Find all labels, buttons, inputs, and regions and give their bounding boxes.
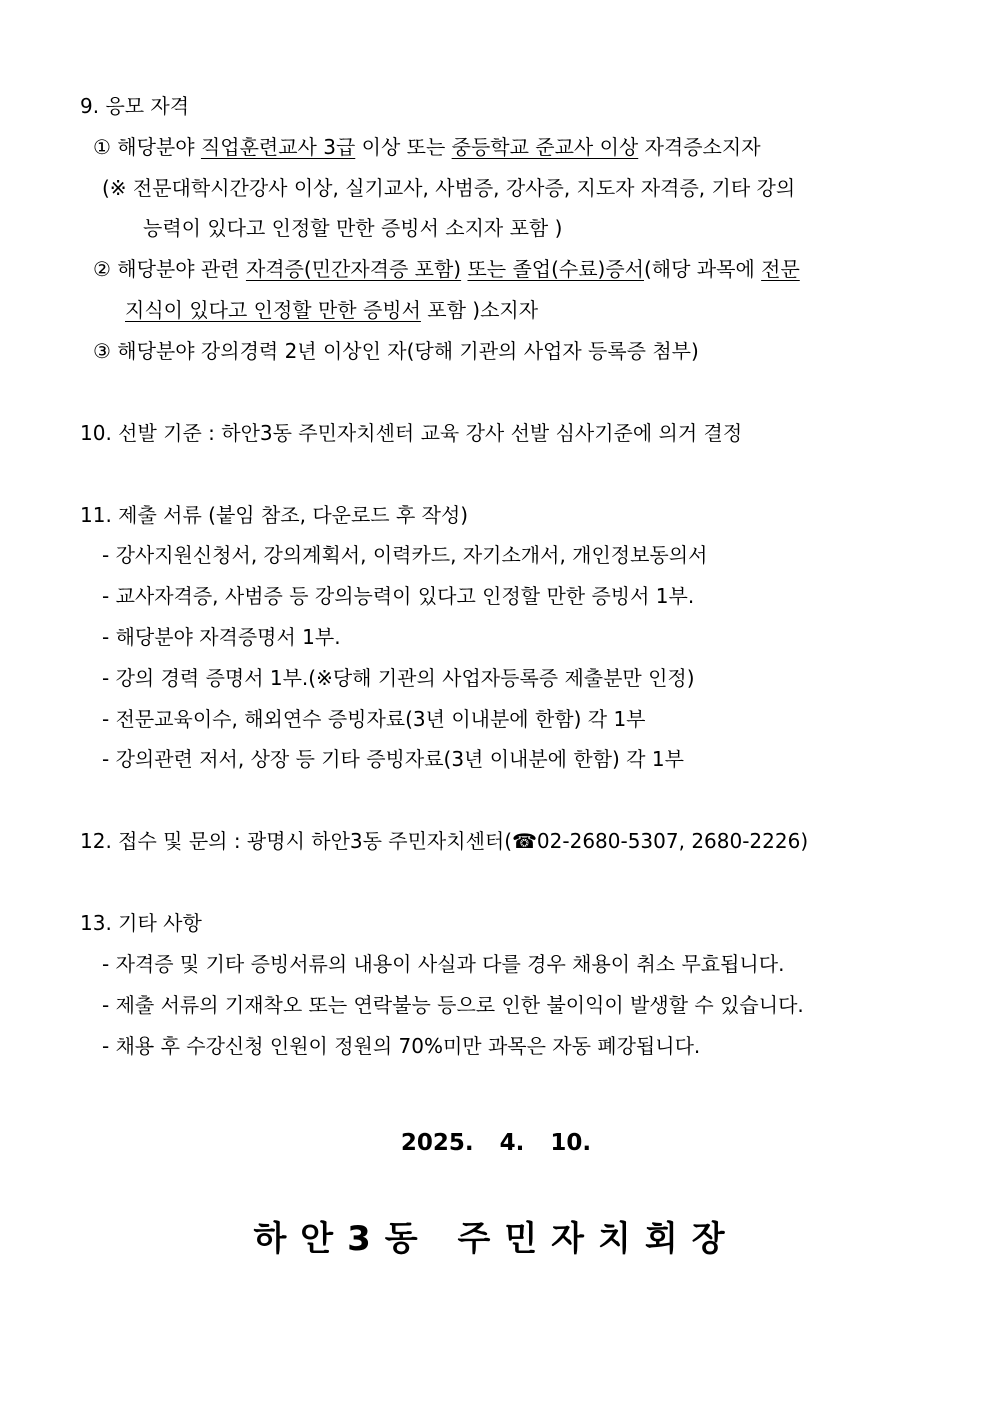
item-marker: ① bbox=[93, 135, 111, 159]
underlined-qualification: 또는 졸업(수료)증서 bbox=[467, 257, 644, 281]
qualification-item-1 bbox=[93, 134, 761, 160]
document-list-item: - 해당분야 자격증명서 1부. bbox=[102, 625, 341, 649]
document-list-item: - 강의관련 저서, 상장 등 기타 증빙자료(3년 이내분에 한함) 각 1부 bbox=[102, 747, 684, 771]
notice-list-item: - 채용 후 수강신청 인원이 정원의 70%미만 과목은 자동 폐강됩니다. bbox=[102, 1034, 701, 1058]
section-12-heading: 12. 접수 및 문의 : 광명시 하안3동 주민자치센터(☎02-2680-5307, 2680-2226) bbox=[80, 829, 809, 853]
section-10-heading: 10. 선발 기준 : 하안3동 주민자치센터 교육 강사 선발 심사기준에 의거 결정 bbox=[80, 421, 743, 445]
item-text-suffix: 포함 )소지자 bbox=[420, 298, 539, 322]
item-marker: ③ bbox=[93, 339, 111, 363]
section-9-heading: 9. 응모 자격 bbox=[80, 94, 190, 118]
item-text-suffix: 자격증소지자 bbox=[638, 135, 761, 159]
item-text-mid: 이상 또는 bbox=[355, 135, 452, 159]
qualification-note-line-2: 능력이 있다고 인정할 만한 증빙서 소지자 포함 ) bbox=[143, 216, 563, 240]
underlined-qualification: 직업훈련교사 3급 bbox=[200, 135, 356, 159]
notice-list-item: - 자격증 및 기타 증빙서류의 내용이 사실과 다를 경우 채용이 취소 무효됩니다. bbox=[102, 952, 785, 976]
section-13-heading: 13. 기타 사항 bbox=[80, 911, 202, 935]
issuer-signature: 하안3동 주민자치회장 bbox=[253, 1219, 739, 1259]
qualification-item-3 bbox=[93, 338, 699, 364]
underlined-qualification: 자격증(민간자격증 포함) bbox=[245, 257, 462, 281]
section-11-heading: 11. 제출 서류 (붙임 참조, 다운로드 후 작성) bbox=[80, 503, 469, 527]
item-text: 해당분야 강의경력 2년 이상인 자(당해 기관의 사업자 등록증 첨부) bbox=[117, 339, 699, 363]
document-list-item: - 전문교육이수, 해외연수 증빙자료(3년 이내분에 한함) 각 1부 bbox=[102, 707, 646, 731]
document-list-item: - 교사자격증, 사범증 등 강의능력이 있다고 인정할 만한 증빙서 1부. bbox=[102, 584, 695, 608]
underlined-qualification: 중등학교 준교사 이상 bbox=[451, 135, 639, 159]
item-marker: ② bbox=[93, 257, 111, 281]
document-list-item: - 강사지원신청서, 강의계획서, 이력카드, 자기소개서, 개인정보동의서 bbox=[102, 543, 708, 567]
underlined-qualification: 전문 bbox=[761, 257, 800, 281]
document-date: 2025. 4. 10. bbox=[400, 1130, 592, 1156]
underlined-qualification: 지식이 있다고 인정할 만한 증빙서 bbox=[125, 298, 421, 322]
item-text-mid: (해당 과목에 bbox=[644, 257, 762, 281]
document-list-item: - 강의 경력 증명서 1부.(※당해 기관의 사업자등록증 제출분만 인정) bbox=[102, 666, 695, 690]
qualification-item-2-continued bbox=[125, 297, 538, 323]
item-text-prefix: 해당분야 bbox=[117, 135, 201, 159]
qualification-note-line-1: (※ 전문대학시간강사 이상, 실기교사, 사범증, 강사증, 지도자 자격증, 기타 강의 bbox=[102, 176, 796, 200]
item-text-prefix: 해당분야 관련 bbox=[117, 257, 246, 281]
qualification-item-2 bbox=[93, 256, 800, 282]
notice-list-item: - 제출 서류의 기재착오 또는 연락불능 등으로 인한 불이익이 발생할 수 있습니다. bbox=[102, 993, 804, 1017]
